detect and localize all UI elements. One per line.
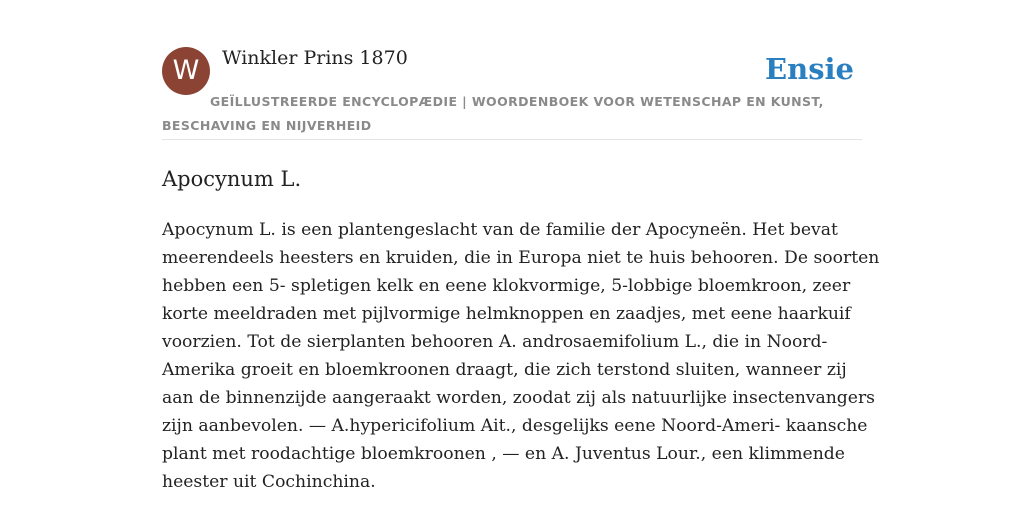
- body-line: korte meeldraden met pijlvormige helmknoppen en zaadjes, met eene haarkuif: [162, 304, 851, 324]
- source-subtitle: GEÏLLUSTREERDE ENCYCLOPÆDIE | WOORDENBOEK VOOR WETENSCHAP EN KUNST, BESCHAVING EN NIJVERHEID: [162, 94, 824, 133]
- entry-body: [162, 216, 880, 496]
- source-avatar[interactable]: W: [162, 47, 210, 95]
- body-line: zijn aanbevolen. — A.hypericifolium Ait., desgelijks eene Noord-Ameri- kaansche: [162, 416, 868, 436]
- source-title[interactable]: Winkler Prins 1870: [222, 47, 408, 69]
- body-line: plant met roodachtige bloemkroonen , — en A. Juventus Lour., een klimmende: [162, 444, 845, 464]
- body-line: aan de binnenzijde aangeraakt worden, zoodat zij als natuurlijke insectenvangers: [162, 388, 876, 408]
- body-line: Apocynum L. is een plantengeslacht van de familie der Apocyneën. Het bevat: [162, 220, 838, 240]
- body-line: meerendeels heesters en kruiden, die in Europa niet te huis behooren. De soorten: [162, 248, 880, 268]
- body-line: Amerika groeit en bloemkroonen draagt, die zich terstond sluiten, wanneer zij: [162, 360, 847, 380]
- header-divider: [162, 139, 862, 140]
- ensie-logo[interactable]: Ensie: [765, 52, 854, 86]
- entry-title: Apocynum L.: [162, 167, 302, 191]
- body-line: voorzien. Tot de sierplanten behooren A. androsaemifolium L., die in Noord-: [162, 332, 828, 352]
- body-line: heester uit Cochinchina.: [162, 472, 376, 492]
- body-line: hebben een 5- spletigen kelk en eene klokvormige, 5-lobbige bloemkroon, zeer: [162, 276, 851, 296]
